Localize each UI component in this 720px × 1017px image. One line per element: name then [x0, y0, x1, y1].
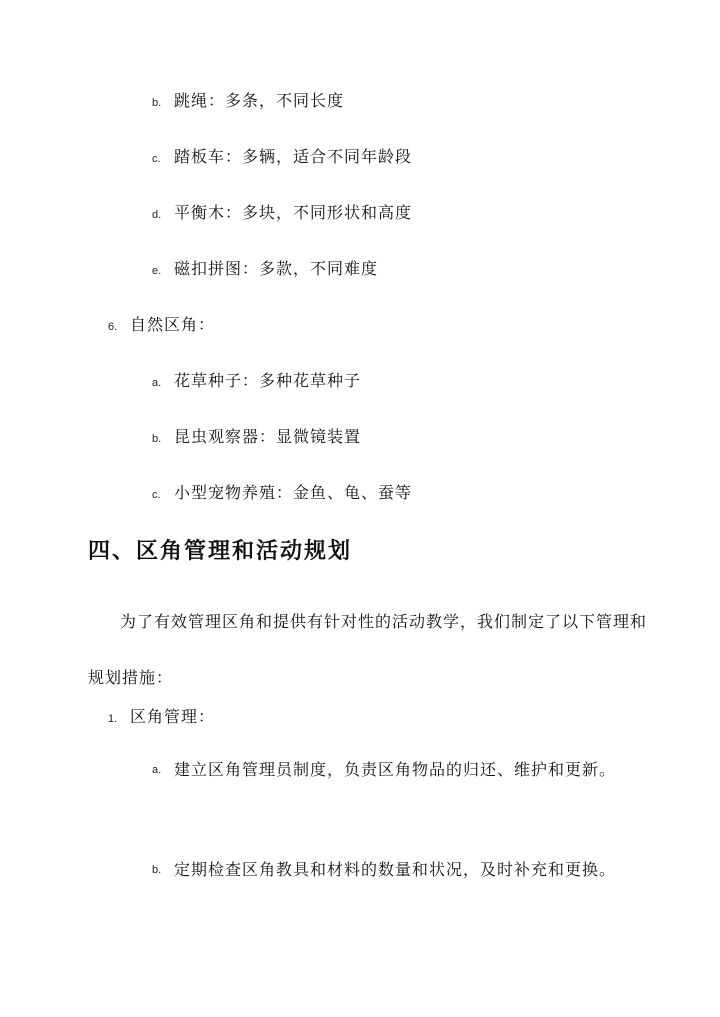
list-marker: b.: [152, 97, 162, 109]
list-item: [152, 256, 378, 279]
list-item: [152, 200, 412, 223]
list-item: [152, 368, 361, 391]
list-item-text: 花草种子：多种花草种子: [174, 371, 362, 390]
list-item-text: 定期检查区角教具和材料的数量和状况，及时补充和更换。: [174, 860, 617, 879]
list-item-text: 昆虫观察器：显微镜装置: [174, 427, 362, 446]
list-item-corner-management: [108, 704, 215, 727]
list-marker: e.: [152, 265, 162, 277]
list-item: [152, 424, 361, 447]
list-marker: a.: [152, 764, 162, 776]
list-marker: 6.: [108, 321, 118, 333]
list-marker: c.: [152, 153, 161, 165]
section-intro-paragraph: 为了有效管理区角和提供有针对性的活动教学，我们制定了以下管理和规划措施：: [88, 612, 648, 687]
list-item: [152, 88, 344, 111]
list-item-title: 自然区角：: [130, 315, 216, 334]
list-item-text: 平衡木：多块，不同形状和高度: [174, 203, 413, 222]
list-marker: b.: [152, 433, 162, 445]
list-item-text: 建立区角管理员制度，负责区角物品的归还、维护和更新。: [174, 760, 617, 779]
list-item-text: 小型宠物养殖：金鱼、龟、蚕等: [174, 483, 413, 502]
list-marker: a.: [152, 377, 162, 389]
list-marker: b.: [152, 864, 162, 876]
list-item: [152, 742, 652, 798]
list-item: [152, 480, 412, 503]
list-item-text: 跳绳：多条，不同长度: [174, 91, 345, 110]
list-item: [152, 842, 652, 898]
list-item-text: 踏板车：多辆，适合不同年龄段: [174, 147, 413, 166]
list-marker: c.: [152, 489, 161, 501]
section-heading: 四、区角管理和活动规划: [88, 538, 353, 564]
list-item-nature-corner: [108, 312, 215, 335]
list-item-title: 区角管理：: [130, 707, 216, 726]
list-item-text: 磁扣拼图：多款，不同难度: [174, 259, 379, 278]
list-marker: 1.: [108, 713, 118, 725]
list-item: [152, 144, 412, 167]
list-marker: d.: [152, 209, 162, 221]
